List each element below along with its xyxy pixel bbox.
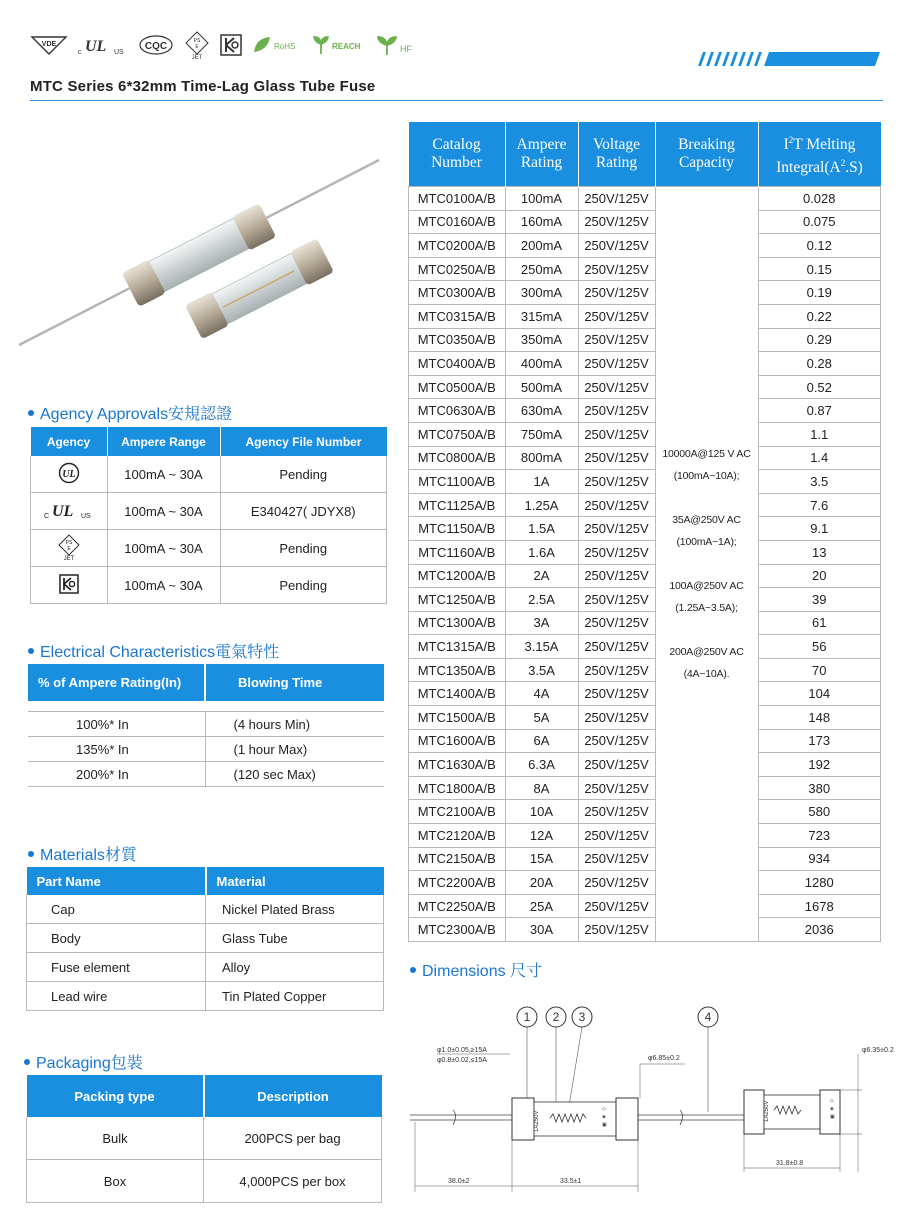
voltage-rating-cell: 250V/125V — [578, 824, 655, 848]
cul-us-icon — [31, 493, 108, 530]
melting-integral-cell: 1678 — [758, 894, 881, 918]
table-row: 200%* In (120 sec Max) — [28, 762, 384, 787]
agency-heading: Agency Approvals安規認證 — [28, 401, 232, 424]
ampere-rating-cell: 3.15A — [505, 635, 578, 659]
table-row: Cap Nickel Plated Brass — [27, 895, 384, 924]
ampere-rating-cell: 400mA — [505, 352, 578, 376]
table-row — [409, 399, 881, 423]
breaking-capacity-line: (100mA~1A); — [676, 536, 737, 548]
breaking-capacity-line: 35A@250V AC — [672, 514, 741, 526]
melting-integral-cell: 1.1 — [758, 422, 881, 446]
table-row — [409, 234, 881, 258]
table-row: Body Glass Tube — [27, 924, 384, 953]
table-row: UL 100mA ~ 30A Pending — [31, 456, 387, 493]
melting-integral-cell: 0.15 — [758, 257, 881, 281]
svg-text:RoHS: RoHS — [274, 42, 296, 51]
voltage-rating-cell: 250V/125V — [578, 611, 655, 635]
ampere-rating-cell: 12A — [505, 824, 578, 848]
ampere-rating-cell: 100mA — [505, 187, 578, 211]
table-row — [409, 564, 881, 588]
melting-integral-cell: 0.87 — [758, 399, 881, 423]
electrical-table — [28, 664, 384, 787]
ampere-rating-cell: 500mA — [505, 375, 578, 399]
table-row — [409, 304, 881, 328]
table-row — [409, 824, 881, 848]
voltage-rating-cell: 250V/125V — [578, 918, 655, 942]
blowing-time-col-header: Blowing Time — [238, 675, 323, 690]
ampere-rating-cell: 2A — [505, 564, 578, 588]
catalog-number-cell: MTC0100A/B — [409, 187, 506, 211]
ampere-rating-cell: 25A — [505, 894, 578, 918]
ampere-rating-col-header: Ampere Rating — [505, 122, 578, 187]
breaking-capacity-line: 100A@250V AC — [669, 580, 744, 592]
table-row — [409, 871, 881, 895]
voltage-rating-cell: 250V/125V — [578, 682, 655, 706]
ampere-rating-cell: 3.5A — [505, 658, 578, 682]
ampere-rating-cell: 3A — [505, 611, 578, 635]
ampere-pct-col-header: % of Ampere Rating(In) — [28, 664, 205, 701]
lead-dia-2: φ0.8±0.02,≤15A — [437, 1057, 487, 1064]
svg-text:US: US — [80, 512, 91, 520]
ampere-rating-cell: 630mA — [505, 399, 578, 423]
table-row — [409, 776, 881, 800]
svg-text:HF: HF — [400, 44, 412, 54]
table-row — [409, 375, 881, 399]
melting-integral-cell: 13 — [758, 540, 881, 564]
lead-length: 38.0±2 — [448, 1178, 470, 1185]
voltage-rating-cell: 250V/125V — [578, 753, 655, 777]
table-row: Bulk 200PCS per bag — [27, 1117, 382, 1160]
melting-integral-cell: 934 — [758, 847, 881, 871]
breaking-capacity-line — [656, 553, 758, 575]
voltage-rating-cell: 250V/125V — [578, 800, 655, 824]
melting-integral-cell: 3.5 — [758, 470, 881, 494]
voltage-rating-cell: 250V/125V — [578, 776, 655, 800]
svg-text:PS: PS — [193, 38, 201, 44]
catalog-number-cell: MTC0250A/B — [409, 257, 506, 281]
melting-integral-cell: 0.19 — [758, 281, 881, 305]
catalog-number-cell: MTC1500A/B — [409, 706, 506, 730]
melting-integral-cell: 1280 — [758, 871, 881, 895]
table-row — [409, 210, 881, 234]
table-row — [409, 281, 881, 305]
callout-markers — [517, 1007, 718, 1027]
catalog-number-cell: MTC2150A/B — [409, 847, 506, 871]
cqc-logo — [138, 34, 174, 56]
catalog-number-cell: MTC0300A/B — [409, 281, 506, 305]
table-row — [409, 328, 881, 352]
svg-text:◈: ◈ — [830, 1106, 834, 1112]
svg-text:UL: UL — [85, 38, 107, 55]
melting-integral-cell: 1.4 — [758, 446, 881, 470]
agency-table — [30, 427, 387, 604]
voltage-rating-cell: 250V/125V — [578, 328, 655, 352]
catalog-number-cell: MTC0200A/B — [409, 234, 506, 258]
svg-text:US: US — [114, 49, 124, 56]
svg-text:JET: JET — [191, 55, 203, 59]
catalog-number-cell: MTC2100A/B — [409, 800, 506, 824]
material-col-header: Material — [216, 873, 266, 889]
melting-integral-cell: 104 — [758, 682, 881, 706]
table-row — [409, 422, 881, 446]
breaking-capacity-line: 200A@250V AC — [669, 646, 744, 658]
breaking-capacity-line: (1.25A~3.5A); — [675, 602, 738, 614]
certification-logos — [30, 28, 416, 62]
table-row — [409, 753, 881, 777]
melting-integral-cell: 0.075 — [758, 210, 881, 234]
vde-logo — [30, 34, 68, 56]
packaging-heading: Packaging包裝 — [24, 1050, 143, 1073]
catalog-number-cell: MTC1125A/B — [409, 493, 506, 517]
table-row — [409, 682, 881, 706]
table-row: 100mA ~ 30A Pending — [31, 567, 387, 604]
breaking-capacity-cell — [655, 187, 758, 942]
ampere-rating-cell: 1.25A — [505, 493, 578, 517]
ampere-rating-cell: 200mA — [505, 234, 578, 258]
table-row: 135%* In (1 hour Max) — [28, 737, 384, 762]
melting-integral-cell: 148 — [758, 706, 881, 730]
ampere-rating-cell: 10A — [505, 800, 578, 824]
voltage-rating-cell: 250V/125V — [578, 871, 655, 895]
ampere-rating-cell: 8A — [505, 776, 578, 800]
catalog-number-cell: MTC1600A/B — [409, 729, 506, 753]
ampere-rating-cell: 30A — [505, 918, 578, 942]
body-dia: φ6.35±0.2 — [862, 1047, 894, 1054]
ampere-rating-cell: 4A — [505, 682, 578, 706]
breaking-capacity-line — [656, 487, 758, 509]
ampere-rating-cell: 15A — [505, 847, 578, 871]
catalog-number-cell: MTC1630A/B — [409, 753, 506, 777]
body-length: 31.8±0.8 — [776, 1160, 804, 1167]
melting-integral-cell: 0.22 — [758, 304, 881, 328]
svg-text:E: E — [195, 44, 199, 50]
voltage-rating-cell: 250V/125V — [578, 281, 655, 305]
catalog-number-cell: MTC1800A/B — [409, 776, 506, 800]
svg-text:REACH: REACH — [332, 42, 361, 51]
voltage-rating-cell: 250V/125V — [578, 446, 655, 470]
catalog-number-cell: MTC2120A/B — [409, 824, 506, 848]
melting-integral-cell: 0.28 — [758, 352, 881, 376]
ampere-rating-cell: 6.3A — [505, 753, 578, 777]
svg-text:▣: ▣ — [602, 1122, 607, 1128]
agency-col-header: Agency — [31, 427, 108, 456]
svg-text:◈: ◈ — [602, 1114, 606, 1120]
svg-text:UL: UL — [62, 468, 76, 480]
table-row — [409, 894, 881, 918]
catalog-number-cell: MTC0315A/B — [409, 304, 506, 328]
voltage-rating-cell: 250V/125V — [578, 564, 655, 588]
ampere-rating-cell: 1.5A — [505, 517, 578, 541]
ampere-rating-cell: 1.6A — [505, 540, 578, 564]
voltage-rating-cell: 250V/125V — [578, 635, 655, 659]
catalog-number-cell: MTC0630A/B — [409, 399, 506, 423]
catalog-number-cell: MTC2200A/B — [409, 871, 506, 895]
rohs-logo — [252, 34, 302, 56]
dimensions-drawing — [410, 1002, 910, 1224]
catalog-number-cell: MTC0800A/B — [409, 446, 506, 470]
catalog-number-cell: MTC2250A/B — [409, 894, 506, 918]
voltage-rating-cell: 250V/125V — [578, 257, 655, 281]
svg-text:PS: PS — [65, 539, 73, 546]
part-name-col-header: Part Name — [27, 867, 206, 895]
title-rule — [30, 100, 883, 101]
table-row: Fuse element Alloy — [27, 953, 384, 982]
fuse-product-photo — [14, 150, 394, 360]
catalog-number-cell: MTC1315A/B — [409, 635, 506, 659]
voltage-rating-cell: 250V/125V — [578, 729, 655, 753]
table-row: 100%* In (4 hours Min) — [28, 712, 384, 737]
table-row — [409, 611, 881, 635]
catalog-number-cell: MTC0350A/B — [409, 328, 506, 352]
ampere-rating-cell: 20A — [505, 871, 578, 895]
callout-3: 3 — [578, 1010, 586, 1024]
svg-text:VDE: VDE — [41, 41, 57, 48]
melting-integral-cell: 70 — [758, 658, 881, 682]
breaking-capacity-line: 10000A@125 V AC — [662, 448, 751, 460]
cul-us-logo — [78, 34, 128, 56]
catalog-table — [408, 122, 881, 942]
table-row — [409, 257, 881, 281]
ampere-rating-cell: 160mA — [505, 210, 578, 234]
svg-text:c: c — [78, 49, 82, 56]
packing-type-col-header: Packing type — [27, 1075, 204, 1117]
cap-dia: φ6.85±0.2 — [648, 1055, 680, 1062]
packaging-table — [26, 1075, 382, 1203]
melting-integral-cell: 173 — [758, 729, 881, 753]
melting-integral-cell: 2036 — [758, 918, 881, 942]
melting-integral-cell: 7.6 — [758, 493, 881, 517]
table-row — [409, 635, 881, 659]
ampere-rating-cell: 5A — [505, 706, 578, 730]
melting-integral-cell: 192 — [758, 753, 881, 777]
melting-integral-cell: 0.028 — [758, 187, 881, 211]
table-row — [409, 352, 881, 376]
melting-integral-cell: 56 — [758, 635, 881, 659]
page-title: MTC Series 6*32mm Time-Lag Glass Tube Fuse — [30, 78, 376, 95]
ampere-range-col-header: Ampere Range — [107, 427, 220, 456]
ampere-rating-cell: 800mA — [505, 446, 578, 470]
fuse-marking-2: 1A250V — [764, 1100, 770, 1122]
voltage-rating-cell: 250V/125V — [578, 234, 655, 258]
fuse-marking: 1A250V — [534, 1110, 540, 1132]
table-row — [409, 540, 881, 564]
voltage-rating-cell: 250V/125V — [578, 422, 655, 446]
table-row — [409, 800, 881, 824]
svg-text:CQC: CQC — [144, 41, 168, 52]
hf-logo — [376, 34, 416, 56]
table-row — [409, 658, 881, 682]
table-row: C UL US 100mA ~ 30A E340427( JDYX8) — [31, 493, 387, 530]
kc-logo — [220, 34, 242, 56]
ampere-rating-cell: 250mA — [505, 257, 578, 281]
svg-text:◇: ◇ — [830, 1098, 834, 1104]
table-row — [409, 847, 881, 871]
voltage-rating-col-header: Voltage Rating — [578, 122, 655, 187]
description-col-header: Description — [257, 1088, 329, 1104]
melting-integral-col-header: $I^2T$ Melting $Integral(A^2.S)$ — [776, 134, 863, 177]
pse-jet-icon — [31, 530, 108, 567]
voltage-rating-cell: 250V/125V — [578, 706, 655, 730]
voltage-rating-cell: 250V/125V — [578, 517, 655, 541]
svg-text:UL: UL — [51, 502, 74, 520]
dimensions-heading: Dimensions 尺寸 — [410, 958, 542, 981]
ul-icon — [31, 456, 108, 493]
table-row — [409, 588, 881, 612]
catalog-number-cell: MTC1160A/B — [409, 540, 506, 564]
voltage-rating-cell: 250V/125V — [578, 588, 655, 612]
ampere-rating-cell: 350mA — [505, 328, 578, 352]
catalog-number-cell: MTC0160A/B — [409, 210, 506, 234]
voltage-rating-cell: 250V/125V — [578, 894, 655, 918]
callout-2: 2 — [552, 1010, 560, 1024]
catalog-number-cell: MTC0400A/B — [409, 352, 506, 376]
melting-integral-cell: 0.52 — [758, 375, 881, 399]
materials-heading: Materials材質 — [28, 842, 137, 865]
body-length-leaded: 33.5±1 — [560, 1178, 582, 1185]
catalog-number-cell: MTC1350A/B — [409, 658, 506, 682]
breaking-capacity-col-header: Breaking Capacity — [655, 122, 758, 187]
melting-integral-cell: 0.29 — [758, 328, 881, 352]
callout-4: 4 — [704, 1010, 712, 1024]
voltage-rating-cell: 250V/125V — [578, 352, 655, 376]
breaking-capacity-line: (4A~10A). — [683, 668, 730, 680]
melting-integral-cell: 20 — [758, 564, 881, 588]
materials-table — [26, 867, 384, 1011]
melting-integral-cell: 0.12 — [758, 234, 881, 258]
svg-text:C: C — [43, 512, 49, 520]
table-row — [409, 187, 881, 211]
catalog-number-cell: MTC0500A/B — [409, 375, 506, 399]
voltage-rating-cell: 250V/125V — [578, 540, 655, 564]
ampere-rating-cell: 6A — [505, 729, 578, 753]
melting-integral-cell: 380 — [758, 776, 881, 800]
svg-text:E: E — [67, 545, 71, 552]
header-stripe — [690, 52, 880, 66]
catalog-number-cell: MTC1100A/B — [409, 470, 506, 494]
svg-text:◇: ◇ — [602, 1106, 606, 1112]
catalog-number-cell: MTC0750A/B — [409, 422, 506, 446]
melting-integral-cell: 61 — [758, 611, 881, 635]
kc-icon — [31, 567, 108, 604]
voltage-rating-cell: 250V/125V — [578, 304, 655, 328]
table-row — [409, 729, 881, 753]
pse-jet-logo — [184, 31, 210, 59]
voltage-rating-cell: 250V/125V — [578, 470, 655, 494]
voltage-rating-cell: 250V/125V — [578, 847, 655, 871]
catalog-number-col-header: Catalog Number — [409, 122, 506, 187]
voltage-rating-cell: 250V/125V — [578, 658, 655, 682]
table-row — [409, 517, 881, 541]
table-row — [409, 918, 881, 942]
catalog-number-cell: MTC1200A/B — [409, 564, 506, 588]
file-number-col-header: Agency File Number — [245, 434, 362, 449]
ampere-rating-cell: 1A — [505, 470, 578, 494]
melting-integral-cell: 39 — [758, 588, 881, 612]
catalog-number-cell: MTC2300A/B — [409, 918, 506, 942]
breaking-capacity-line — [656, 619, 758, 641]
melting-integral-cell: 580 — [758, 800, 881, 824]
melting-integral-cell: 723 — [758, 824, 881, 848]
table-row: PS E JET 100mA ~ 30A Pending — [31, 530, 387, 567]
table-row — [409, 706, 881, 730]
lead-dia-1: φ1.0±0.05,≥15A — [437, 1047, 487, 1054]
svg-text:▣: ▣ — [830, 1114, 835, 1120]
table-row: Lead wire Tin Plated Copper — [27, 982, 384, 1011]
table-row: Box 4,000PCS per box — [27, 1160, 382, 1203]
voltage-rating-cell: 250V/125V — [578, 187, 655, 211]
melting-integral-cell: 9.1 — [758, 517, 881, 541]
callout-1: 1 — [523, 1010, 531, 1024]
ampere-rating-cell: 2.5A — [505, 588, 578, 612]
catalog-number-cell: MTC1400A/B — [409, 682, 506, 706]
catalog-number-cell: MTC1150A/B — [409, 517, 506, 541]
reach-logo — [312, 34, 366, 56]
voltage-rating-cell: 250V/125V — [578, 493, 655, 517]
svg-text:JET: JET — [63, 555, 75, 560]
table-row — [409, 446, 881, 470]
catalog-number-cell: MTC1300A/B — [409, 611, 506, 635]
table-row — [409, 493, 881, 517]
breaking-capacity-line: (100mA~10A); — [673, 470, 740, 482]
ampere-rating-cell: 300mA — [505, 281, 578, 305]
voltage-rating-cell: 250V/125V — [578, 210, 655, 234]
table-row — [409, 470, 881, 494]
ampere-rating-cell: 750mA — [505, 422, 578, 446]
voltage-rating-cell: 250V/125V — [578, 375, 655, 399]
voltage-rating-cell: 250V/125V — [578, 399, 655, 423]
ampere-rating-cell: 315mA — [505, 304, 578, 328]
catalog-number-cell: MTC1250A/B — [409, 588, 506, 612]
electrical-heading: Electrical Characteristics電氣特性 — [28, 639, 279, 662]
